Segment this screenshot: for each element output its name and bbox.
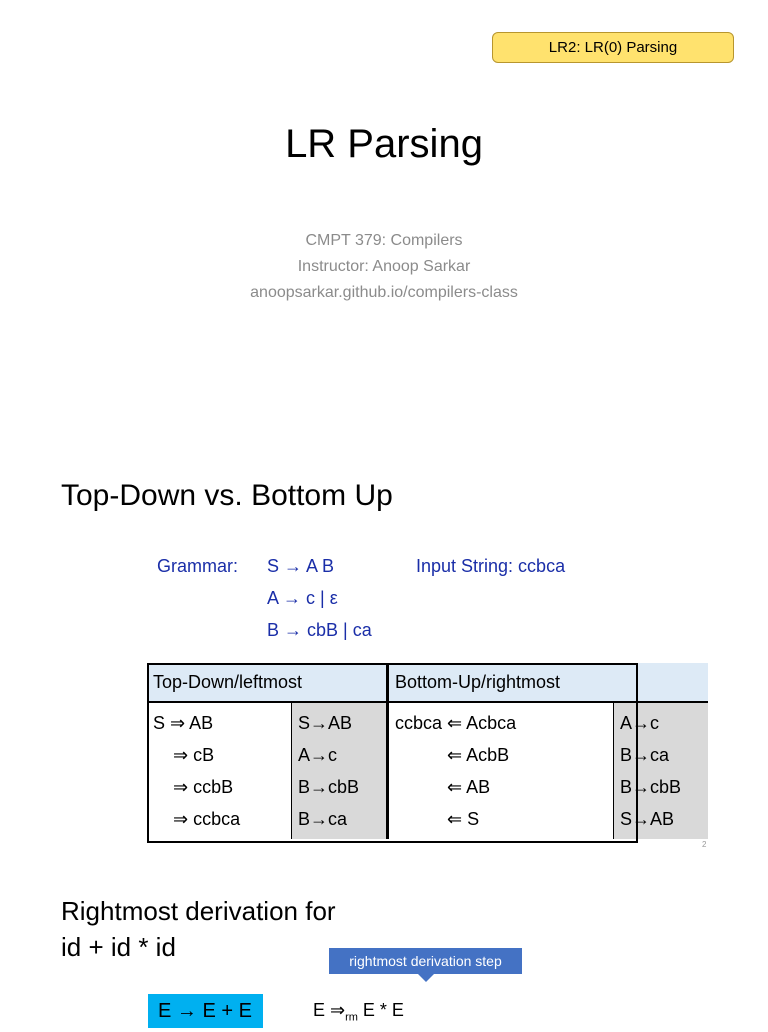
table-cell: ⇒ cB — [173, 745, 215, 765]
page-number: 2 — [702, 840, 707, 849]
derivation-table — [147, 663, 708, 839]
table-header: Top-Down/leftmost — [147, 663, 388, 702]
url-line: anoopsarkar.github.io/compilers-class — [250, 284, 518, 301]
table-cell: A→c — [614, 702, 709, 739]
table-cell: B→ca — [292, 803, 388, 839]
table-header: Bottom-Up/rightmost — [388, 663, 709, 702]
grammar-rule: S → A B — [267, 556, 335, 576]
table-row — [147, 803, 708, 839]
grammar-label: Grammar: — [157, 556, 238, 576]
table-cell: ⇐ S — [388, 803, 614, 839]
input-string: Input String: ccbca — [416, 556, 566, 576]
instructor-line: Instructor: Anoop Sarkar — [297, 258, 471, 275]
rule-box: E → E + E — [148, 994, 263, 1028]
callout-label: rightmost derivation step — [329, 948, 522, 974]
table-cell: A→c — [292, 739, 388, 771]
table-row — [147, 771, 708, 803]
step-rhs: E * E — [357, 1000, 404, 1020]
slide3-expression: id + id * id — [61, 932, 176, 962]
table-cell: ⇐ AB — [388, 771, 614, 803]
table-row — [147, 739, 708, 771]
table-cell: B→cbB — [614, 771, 709, 803]
table-cell: S→AB — [292, 702, 388, 739]
table-cell: S→AB — [614, 803, 709, 839]
slide-title: LR Parsing — [285, 122, 483, 166]
step-lhs: E ⇒ — [313, 1000, 346, 1020]
course-line: CMPT 379: Compilers — [305, 232, 463, 249]
grammar-rule: B → cbB | ca — [267, 620, 372, 640]
grammar-rule: A → c | ε — [267, 588, 338, 608]
derivation-step — [313, 996, 404, 1032]
table-cell: B→ca — [614, 739, 709, 771]
slide2-title: Top-Down vs. Bottom Up — [61, 479, 393, 512]
table-header-row — [147, 663, 708, 702]
table-row — [147, 702, 708, 739]
table-cell: ⇐ AcbB — [388, 739, 614, 771]
step-subscript: rm — [345, 1011, 358, 1024]
table-cell: S ⇒ AB — [153, 713, 214, 733]
grammar-rules — [267, 550, 372, 646]
section-tag: LR2: LR(0) Parsing — [492, 32, 734, 63]
slide-subtitle — [0, 228, 768, 306]
callout-pointer — [418, 974, 434, 982]
table-cell: B→cbB — [292, 771, 388, 803]
table-cell: ⇒ ccbB — [173, 777, 234, 797]
table-cell: ccbca ⇐ Acbca — [388, 702, 614, 739]
table-cell: ⇒ ccbca — [173, 809, 241, 829]
slide3-title: Rightmost derivation for — [61, 896, 336, 926]
